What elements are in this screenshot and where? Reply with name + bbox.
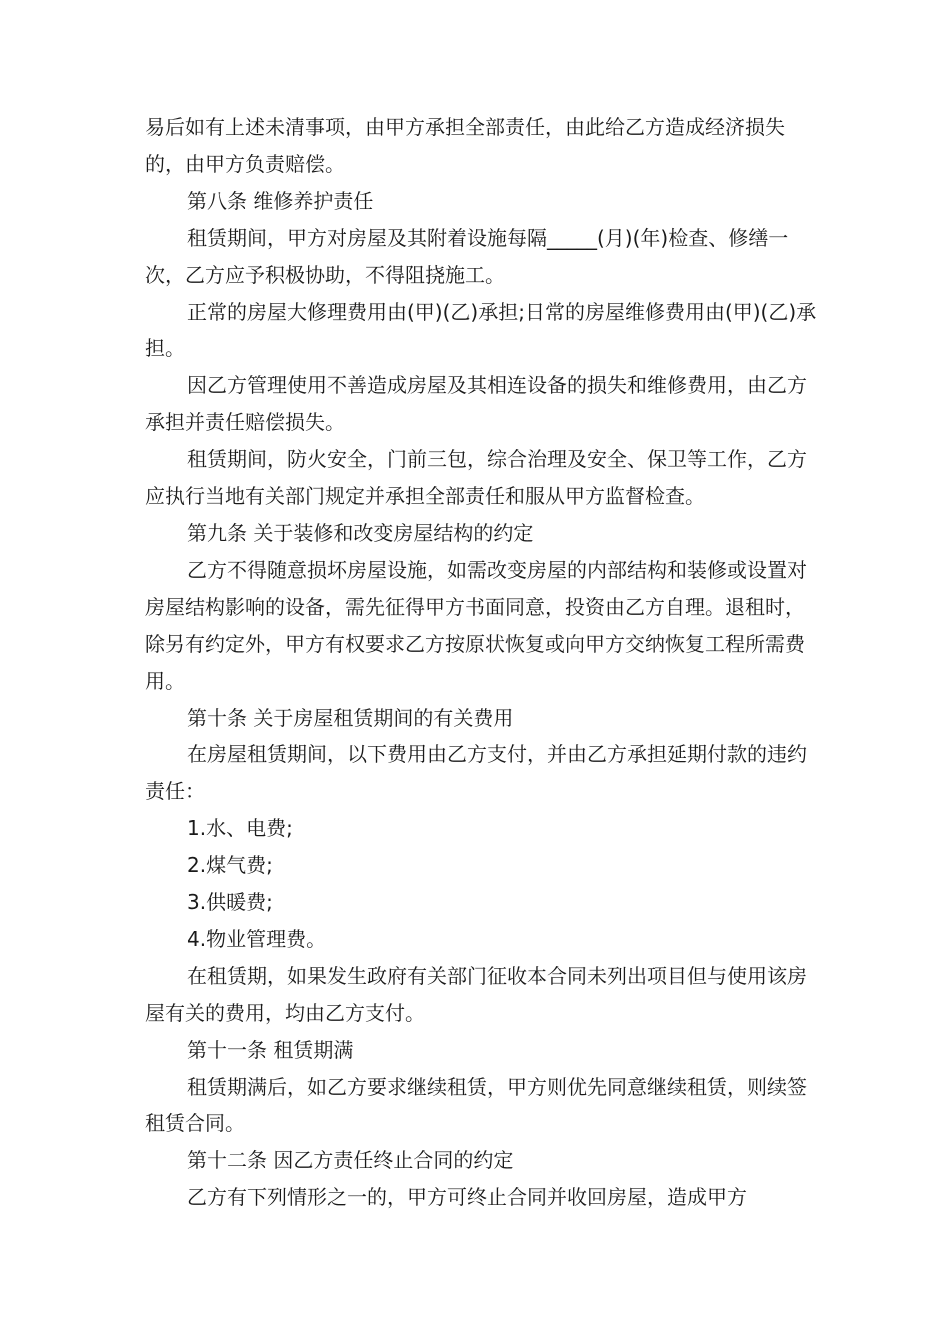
document-body [145,109,817,1216]
paragraph: 在房屋租赁期间，以下费用由乙方支付，并由乙方承担延期付款的违约责任： [145,742,807,804]
section-heading: 第八条 维修养护责任 [187,188,374,213]
list-item: 3.供暖费; [187,890,273,915]
list-item: 2.煤气费; [187,853,273,878]
paragraph: 乙方有下列情形之一的，甲方可终止合同并收回房屋，造成甲方 [187,1185,747,1210]
paragraph: 乙方不得随意损坏房屋设施，如需改变房屋的内部结构和装修或设置对房屋结构影响的设备，需先征得甲方书面同意，投资由乙方自理。退租时，除另有约定外，甲方有权要求乙方按原状恢复或向甲方交纳恢复工程所需费用。 [145,557,807,693]
paragraph: 正常的房屋大修理费用由(甲)(乙)承担;日常的房屋维修费用由(甲)(乙)承担。 [145,299,817,361]
paragraph: 因乙方管理使用不善造成房屋及其相连设备的损失和维修费用，由乙方承担并责任赔偿损失。 [145,373,807,435]
paragraph: 租赁期满后，如乙方要求继续租赁，甲方则优先同意继续租赁，则续签租赁合同。 [145,1074,807,1136]
paragraph: 租赁期间，甲方对房屋及其附着设施每隔_____(月)(年)检查、修缮一次，乙方应予积极协助，不得阻挠施工。 [145,225,789,287]
list-item: 1.水、电费; [187,816,293,841]
paragraph: 在租赁期，如果发生政府有关部门征收本合同未列出项目但与使用该房屋有关的费用，均由乙方支付。 [145,963,807,1025]
list-item: 4.物业管理费。 [187,926,327,951]
paragraph: 租赁期间，防火安全，门前三包，综合治理及安全、保卫等工作，乙方应执行当地有关部门规定并承担全部责任和服从甲方监督检查。 [145,447,807,509]
paragraph: 易后如有上述未清事项，由甲方承担全部责任，由此给乙方造成经济损失的，由甲方负责赔偿。 [145,115,785,176]
section-heading: 第十二条 因乙方责任终止合同的约定 [187,1148,514,1173]
section-heading: 第十一条 租赁期满 [187,1037,354,1062]
section-heading: 第九条 关于装修和改变房屋结构的约定 [187,520,534,545]
section-heading: 第十条 关于房屋租赁期间的有关费用 [187,705,514,730]
